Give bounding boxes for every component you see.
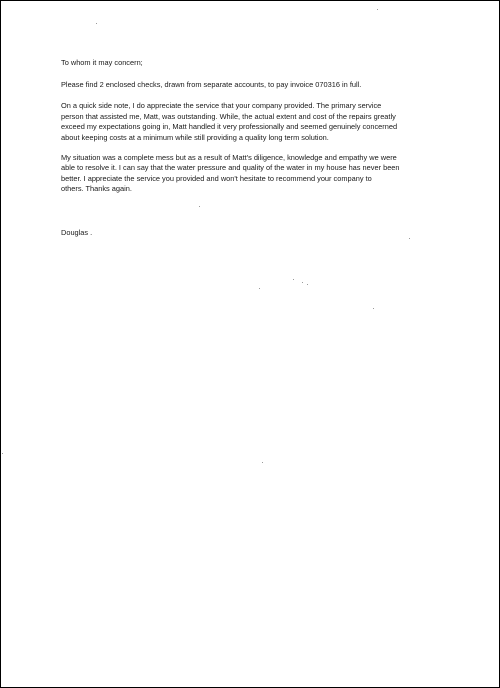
letter-paragraph-payment: Please find 2 enclosed checks, drawn from separate accounts, to pay invoice 070316 in full. [61, 79, 362, 89]
scan-speck [307, 284, 308, 285]
scan-speck [199, 206, 200, 207]
scan-speck [262, 462, 263, 463]
letter-body [61, 58, 441, 239]
scan-speck [2, 453, 3, 454]
letter-paragraph-service: On a quick side note, I do appreciate the service that your company provided. The primary service person that assisted me, Matt, was outstanding. While, the actual extent and cost of the repairs greatly exceed my expectations going in, Matt handled it very professionally and seemed genuinely concerned about keeping costs at a minimum while still providing a quality long term solution. [61, 101, 398, 142]
scan-speck [293, 279, 294, 280]
letter-signature: Douglas . [61, 227, 93, 237]
scan-speck [409, 238, 410, 239]
scan-speck [302, 282, 303, 283]
letter-salutation: To whom it may concern; [61, 58, 143, 67]
scan-speck [373, 308, 374, 309]
scan-speck [96, 23, 97, 24]
letter-paragraph-resolution: My situation was a complete mess but as a result of Matt's diligence, knowledge and empathy we were able to resolve it. I can say that the water pressure and quality of the water in my house has never been better. I appreciate the service you provided and won't hesitate to recommend your company to others. Thanks again. [61, 152, 400, 194]
scan-speck [259, 288, 260, 289]
scan-speck [377, 9, 378, 10]
